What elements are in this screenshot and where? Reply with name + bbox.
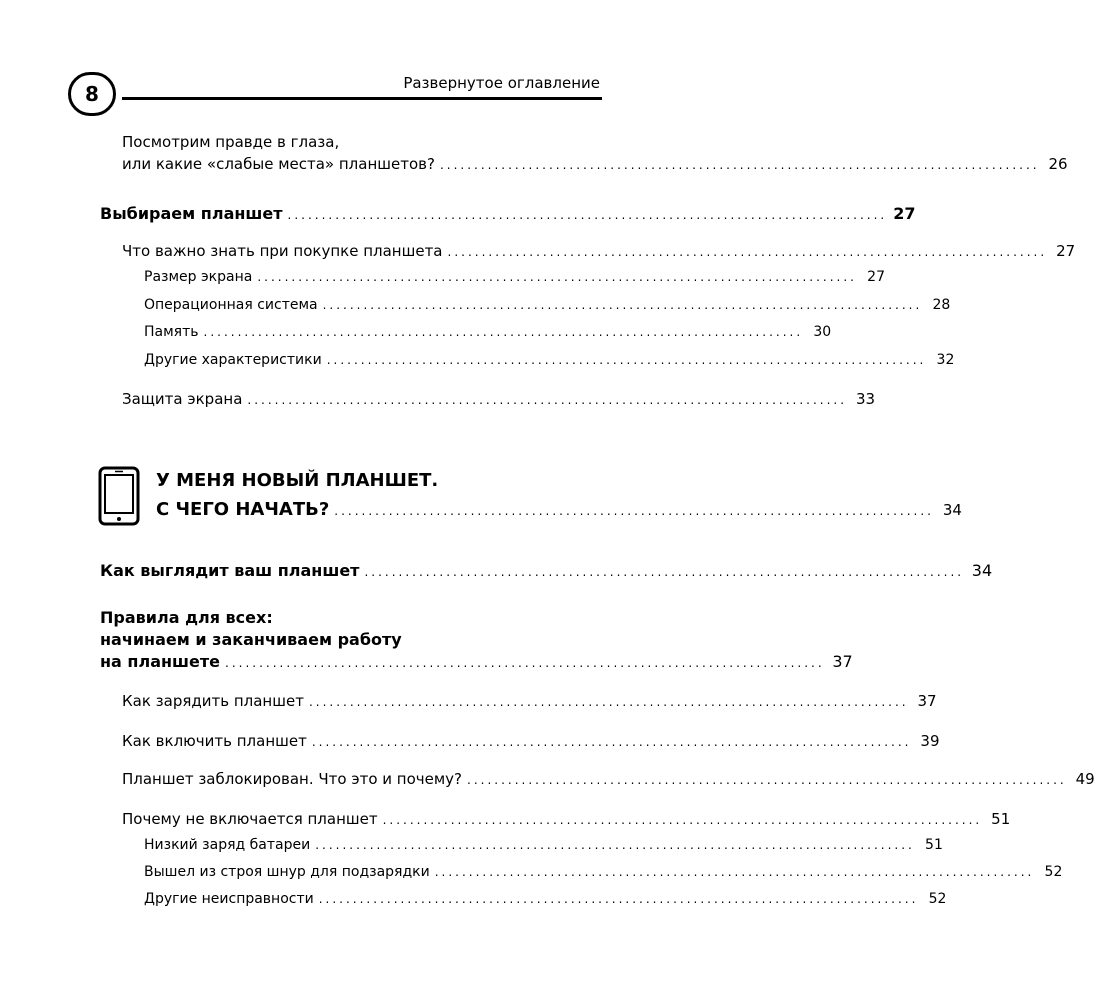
page-number: 8 <box>68 72 116 116</box>
toc-entry[interactable] <box>0 732 940 752</box>
toc-entry-title: Правила для всех: <box>100 608 273 627</box>
dot-leader: ........................................................................................ <box>225 656 825 670</box>
toc-entry[interactable] <box>0 864 1063 884</box>
dot-leader: ........................................................................................ <box>439 158 1040 172</box>
toc-entry-title: на планшете <box>100 652 221 671</box>
toc-entry-page: 27 <box>893 204 916 223</box>
toc-entry[interactable] <box>0 810 1011 830</box>
toc-entry-title: Посмотрим правде в глаза, <box>122 133 340 151</box>
toc-entry-page: 27 <box>1056 242 1076 260</box>
toc-chapter-title: У МЕНЯ НОВЫЙ ПЛАНШЕТ. <box>156 470 439 491</box>
dot-leader: ........................................................................................ <box>434 865 1035 879</box>
toc-entry-page: 49 <box>1075 770 1095 788</box>
toc-entry-title: Почему не включается планшет <box>122 810 378 828</box>
toc-entry-page: 52 <box>928 891 947 907</box>
toc-entry[interactable] <box>0 390 876 410</box>
toc-entry[interactable] <box>0 204 916 226</box>
toc-entry[interactable] <box>0 770 1095 790</box>
toc-entry-title: Размер экрана <box>144 269 253 285</box>
dot-leader: ........................................................................................ <box>315 838 915 852</box>
dot-leader: ........................................................................................ <box>247 393 848 407</box>
toc-entry-title: Память <box>144 324 199 340</box>
dot-leader: ........................................................................................ <box>364 565 965 579</box>
dot-leader: ........................................................................................ <box>203 325 804 339</box>
toc-entry[interactable] <box>0 133 1068 177</box>
toc-chapter[interactable] <box>0 470 962 524</box>
toc-entry-title: Низкий заряд батареи <box>144 837 311 853</box>
toc-entry-page: 28 <box>932 297 951 313</box>
toc-entry-title: Как включить планшет <box>122 732 307 750</box>
dot-leader: ........................................................................................ <box>447 245 1048 259</box>
dot-leader: ........................................................................................ <box>257 270 857 284</box>
toc-entry-page: 37 <box>917 692 937 710</box>
toc-entry[interactable] <box>0 891 947 911</box>
toc-entry[interactable] <box>0 837 943 857</box>
toc-entry-page: 52 <box>1044 864 1063 880</box>
toc-entry-page: 34 <box>942 501 962 519</box>
dot-leader: ........................................................................................ <box>326 353 927 367</box>
toc-entry-title: Операционная система <box>144 297 318 313</box>
dot-leader: ........................................................................................ <box>287 208 888 222</box>
toc-entry-title: Что важно знать при покупке планшета <box>122 242 443 260</box>
toc-entry-page: 51 <box>925 837 943 853</box>
toc-entry-page: 34 <box>971 561 993 580</box>
toc-entry-page: 39 <box>920 732 940 750</box>
toc-chapter-title: С ЧЕГО НАЧАТЬ? <box>156 499 330 520</box>
dot-leader: ........................................................................................ <box>382 813 983 827</box>
toc-entry[interactable] <box>0 242 1076 262</box>
dot-leader: ........................................................................................ <box>308 695 909 709</box>
toc-entry-title: Вышел из строя шнур для подзарядки <box>144 864 430 880</box>
toc-entry-title: Планшет заблокирован. Что это и почему? <box>122 770 463 788</box>
toc-entry-title: Как зарядить планшет <box>122 692 304 710</box>
toc-entry-page: 30 <box>813 324 832 340</box>
toc-entry-page: 33 <box>855 390 876 408</box>
toc-entry[interactable] <box>0 297 951 317</box>
toc-entry[interactable] <box>0 692 937 712</box>
header-rule <box>122 97 602 100</box>
toc-entry-title: или какие «слабые места» планшетов? <box>122 155 435 173</box>
toc-entry-title: Другие неисправности <box>144 891 314 907</box>
toc-entry-title: Другие характеристики <box>144 352 322 368</box>
toc-entry[interactable] <box>0 561 993 583</box>
dot-leader: ........................................................................................ <box>334 504 934 518</box>
toc-entry-page: 27 <box>867 269 885 285</box>
dot-leader: ........................................................................................ <box>467 773 1067 787</box>
toc-entry-page: 51 <box>991 810 1011 828</box>
dot-leader: ........................................................................................ <box>311 735 912 749</box>
toc-entry[interactable] <box>0 352 955 372</box>
toc-entry-page: 37 <box>832 652 853 671</box>
toc-entry-page: 32 <box>936 352 955 368</box>
toc-entry-title: Выбираем планшет <box>100 204 283 223</box>
toc-entry[interactable] <box>0 269 885 289</box>
page-header <box>0 0 644 120</box>
toc-entry-title: начинаем и заканчиваем работу <box>100 630 402 649</box>
toc-entry[interactable] <box>0 324 832 344</box>
toc-entry-page: 26 <box>1048 155 1068 173</box>
toc-entry-title: Как выглядит ваш планшет <box>100 561 360 580</box>
dot-leader: ........................................................................................ <box>318 892 919 906</box>
running-title: Развернутое оглавление <box>403 74 600 92</box>
toc-entry-title: Защита экрана <box>122 390 243 408</box>
toc-entry[interactable] <box>0 608 853 674</box>
dot-leader: ........................................................................................ <box>322 298 923 312</box>
